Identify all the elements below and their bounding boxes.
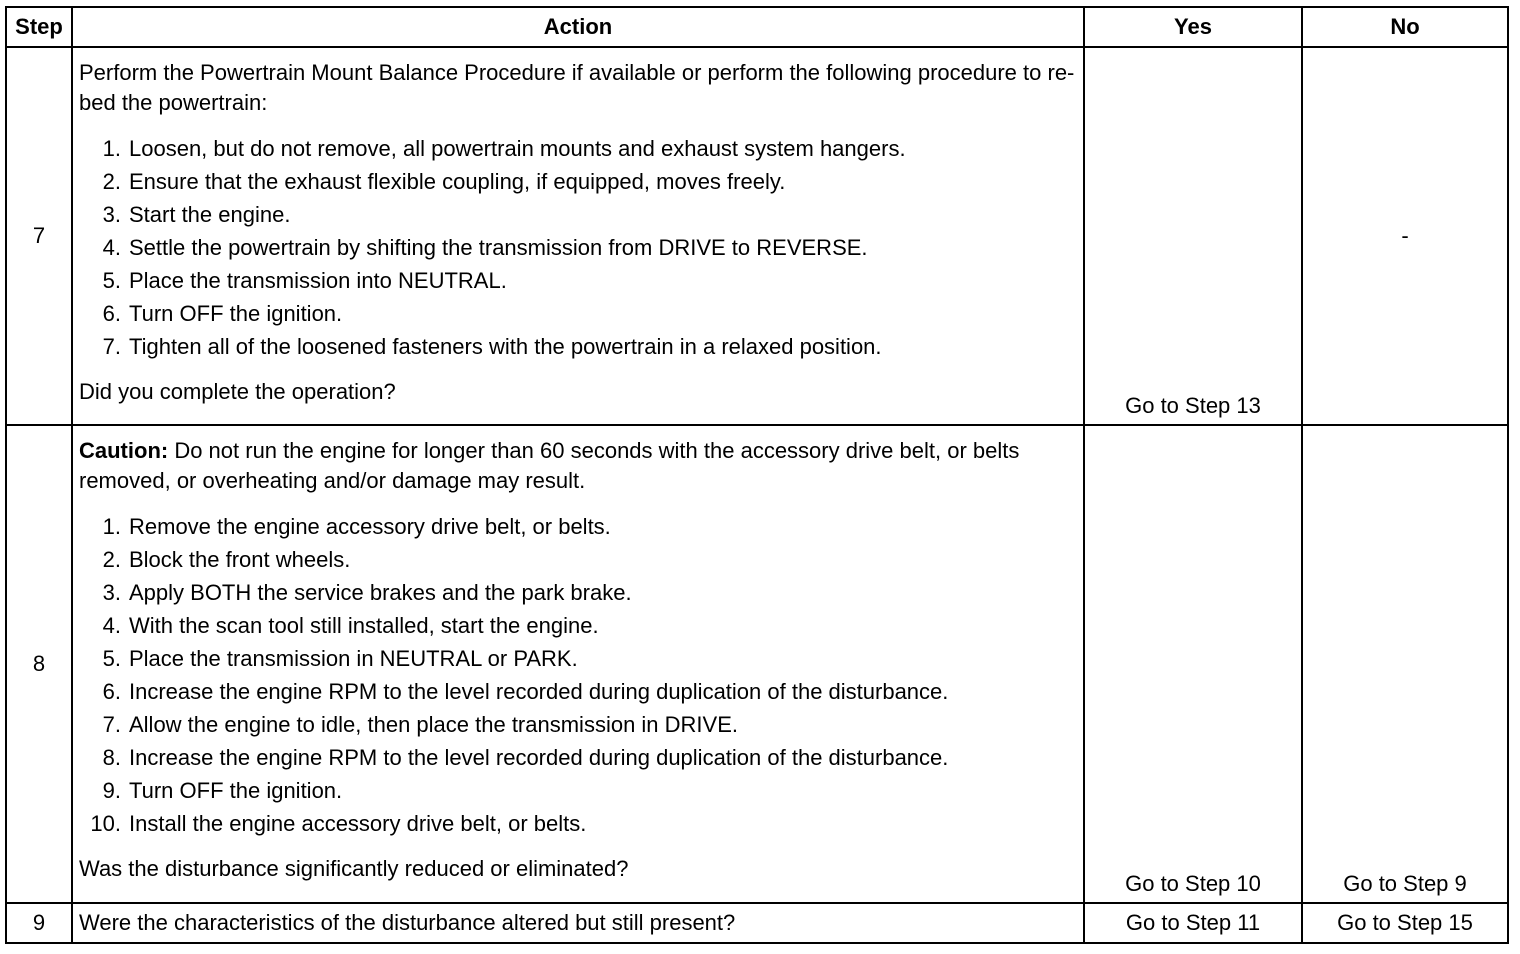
list-item [79, 774, 1075, 807]
header-step: Step [6, 7, 72, 47]
list-item [79, 165, 1075, 198]
item-text: Tighten all of the loosened fasteners with the powertrain in a relaxed position. [129, 334, 882, 359]
item-number: 1. [102, 136, 121, 161]
list-item [79, 675, 1075, 708]
list-item [79, 609, 1075, 642]
action-question: Were the characteristics of the disturbance altered but still present? [72, 903, 1084, 943]
item-number: 7. [102, 712, 121, 737]
list-item [79, 198, 1075, 231]
caution-text: Do not run the engine for longer than 60 seconds with the accessory drive belt, or belts removed, or overheating and/or damage may result. [79, 438, 1020, 493]
item-number: 3. [102, 202, 121, 227]
item-text: Increase the engine RPM to the level recorded during duplication of the disturbance. [129, 745, 949, 770]
item-number: 4. [102, 613, 121, 638]
list-item [79, 642, 1075, 675]
item-text: Settle the powertrain by shifting the transmission from DRIVE to REVERSE. [129, 235, 868, 260]
action-cell [72, 47, 1084, 425]
no-result: Go to Step 9 [1302, 425, 1508, 903]
procedure-list [79, 510, 1075, 840]
header-row [6, 7, 1508, 47]
list-item [79, 330, 1075, 363]
no-result: - [1302, 47, 1508, 425]
item-text: Place the transmission into NEUTRAL. [129, 268, 507, 293]
header-action: Action [72, 7, 1084, 47]
item-text: Loosen, but do not remove, all powertrain mounts and exhaust system hangers. [129, 136, 906, 161]
table-row [6, 425, 1508, 903]
list-item [79, 297, 1075, 330]
table-row [6, 903, 1508, 943]
list-item [79, 543, 1075, 576]
item-number: 2. [102, 169, 121, 194]
yes-result: Go to Step 11 [1084, 903, 1302, 943]
item-text: Start the engine. [129, 202, 291, 227]
yes-result: Go to Step 10 [1084, 425, 1302, 903]
list-item [79, 264, 1075, 297]
item-number: 4. [102, 235, 121, 260]
item-number: 2. [102, 547, 121, 572]
item-text: Apply BOTH the service brakes and the park brake. [129, 580, 632, 605]
step-number: 8 [6, 425, 72, 903]
item-number: 7. [102, 334, 121, 359]
table-row [6, 47, 1508, 425]
caution-label: Caution: [79, 438, 169, 463]
item-text: With the scan tool still installed, start the engine. [129, 613, 599, 638]
no-result: Go to Step 15 [1302, 903, 1508, 943]
item-text: Increase the engine RPM to the level recorded during duplication of the disturbance. [129, 679, 949, 704]
header-no: No [1302, 7, 1508, 47]
item-text: Place the transmission in NEUTRAL or PARK. [129, 646, 578, 671]
item-text: Allow the engine to idle, then place the transmission in DRIVE. [129, 712, 738, 737]
item-number: 6. [102, 679, 121, 704]
item-number: 5. [102, 646, 121, 671]
list-item [79, 132, 1075, 165]
item-number: 8. [102, 745, 121, 770]
item-text: Block the front wheels. [129, 547, 351, 572]
item-number: 5. [102, 268, 121, 293]
item-number: 1. [102, 514, 121, 539]
step-number: 7 [6, 47, 72, 425]
yes-result: Go to Step 13 [1084, 47, 1302, 425]
action-cell [72, 425, 1084, 903]
item-text: Turn OFF the ignition. [129, 301, 343, 326]
list-item [79, 510, 1075, 543]
list-item [79, 807, 1075, 840]
item-number: 6. [102, 301, 121, 326]
action-question: Did you complete the operation? [79, 379, 396, 404]
item-text: Turn OFF the ignition. [129, 778, 343, 803]
diagnostic-table [5, 6, 1509, 944]
header-yes: Yes [1084, 7, 1302, 47]
list-item [79, 576, 1075, 609]
item-number: 10. [90, 811, 121, 836]
item-text: Install the engine accessory drive belt, or belts. [129, 811, 587, 836]
list-item [79, 708, 1075, 741]
item-text: Remove the engine accessory drive belt, or belts. [129, 514, 611, 539]
action-intro: Perform the Powertrain Mount Balance Procedure if available or perform the following procedure to re-bed the powertrain: [79, 60, 1075, 115]
item-text: Ensure that the exhaust flexible coupling, if equipped, moves freely. [129, 169, 786, 194]
item-number: 9. [102, 778, 121, 803]
item-number: 3. [102, 580, 121, 605]
procedure-list [79, 132, 1075, 363]
caution-note [79, 436, 1075, 496]
step-number: 9 [6, 903, 72, 943]
action-question: Was the disturbance significantly reduced or eliminated? [79, 856, 629, 881]
list-item [79, 741, 1075, 774]
list-item [79, 231, 1075, 264]
